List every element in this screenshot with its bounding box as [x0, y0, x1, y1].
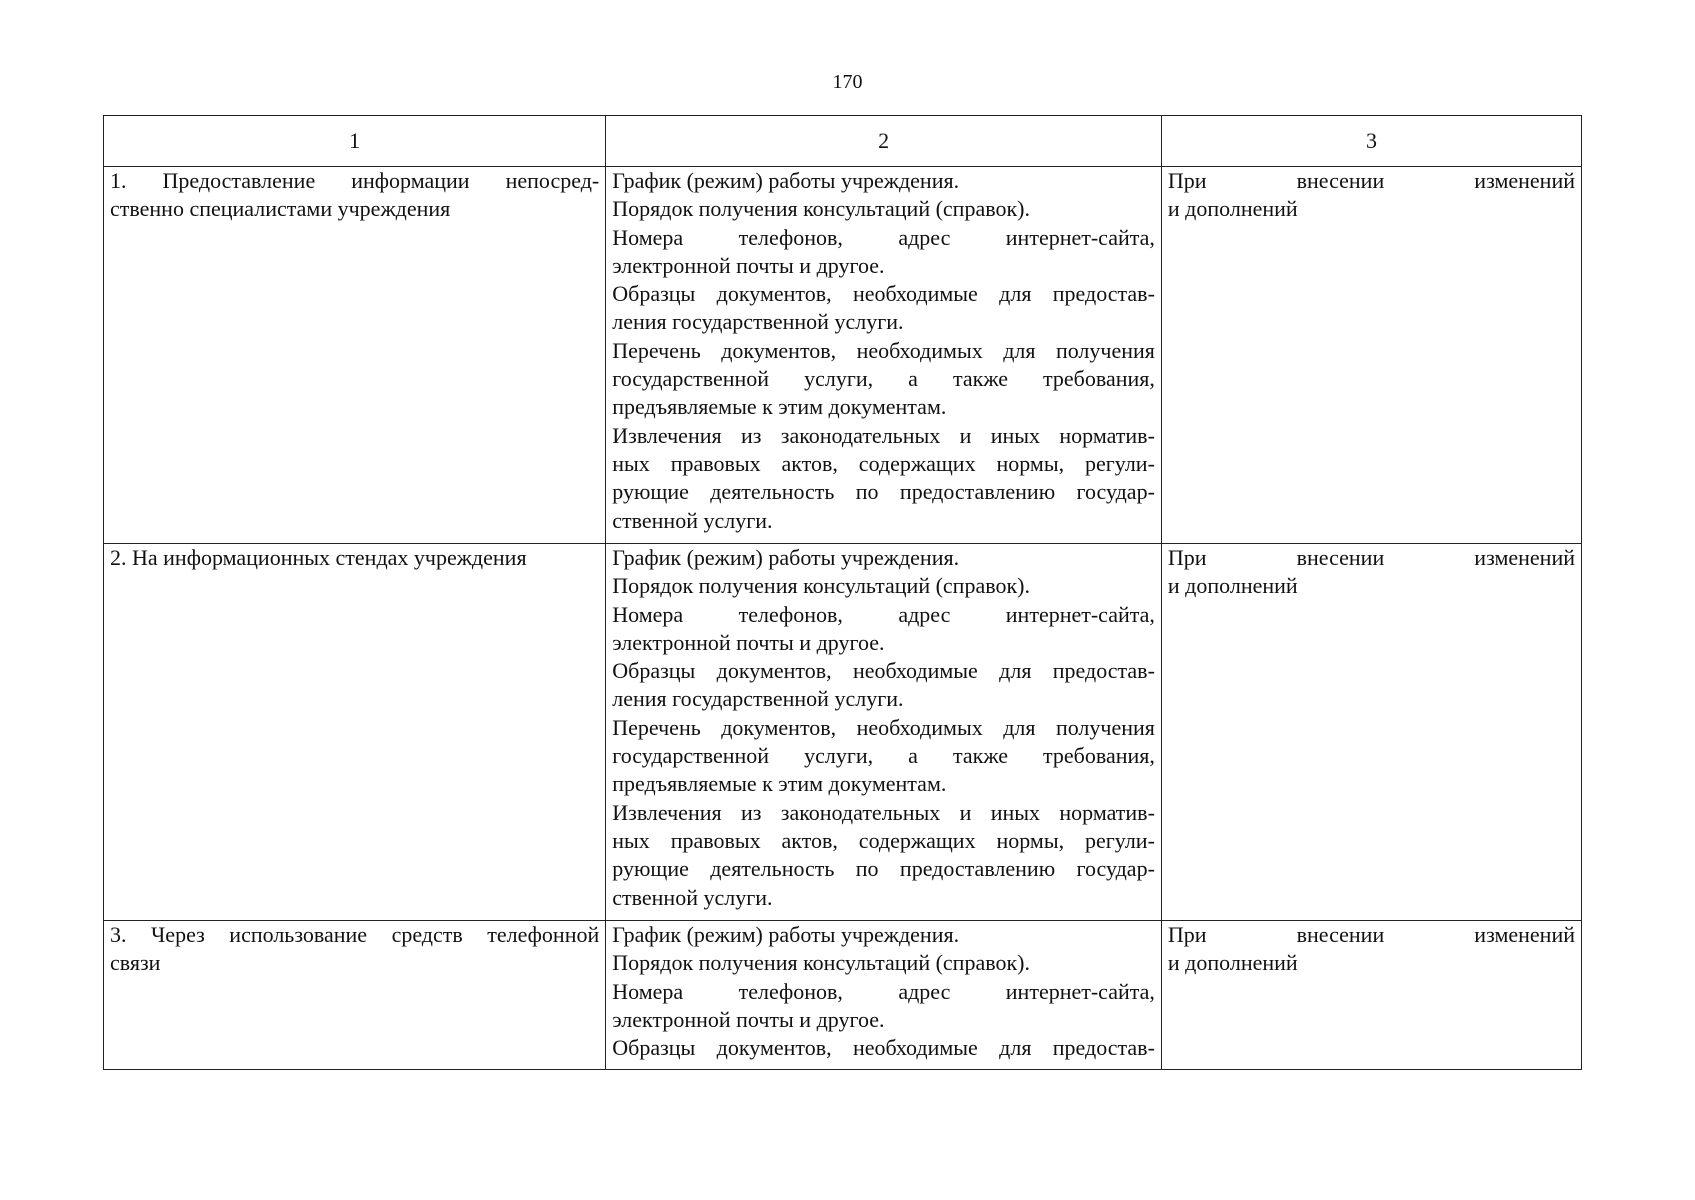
cell-line: Перечень документов, необходимых для получения	[612, 337, 1155, 363]
cell-line: предъявляемые к этим документам.	[612, 394, 947, 420]
cell-content	[606, 921, 1162, 1070]
cell-line: ления государственной услуги.	[612, 686, 904, 712]
cell-line: Номера телефонов, адрес интернет-сайта,	[612, 978, 1155, 1004]
cell-line: 2. На информационных стендах учреждения	[110, 545, 527, 570]
cell-line: При внесении изменений	[1167, 922, 1575, 947]
cell-line: График (режим) работы учреждения.	[612, 922, 960, 947]
page-number: 170	[832, 71, 863, 93]
cell-line: График (режим) работы учреждения.	[612, 545, 960, 570]
cell-line: Порядок получения консультаций (справок).	[612, 950, 1030, 976]
cell-method	[104, 921, 606, 1070]
table-row	[104, 544, 1582, 921]
table-row	[104, 167, 1582, 544]
cell-line: При внесении изменений	[1167, 168, 1575, 193]
cell-line: Порядок получения консультаций (справок).	[612, 196, 1030, 222]
cell-frequency	[1161, 544, 1581, 921]
cell-line: предъявляемые к этим документам.	[612, 771, 947, 797]
cell-line: электронной почты и другое.	[612, 252, 885, 278]
cell-line: ных правовых актов, содержащих нормы, регули-	[612, 827, 1155, 853]
cell-line: рующие деятельность по предоставлению государ-	[612, 856, 1155, 882]
cell-line: ления государственной услуги.	[612, 309, 904, 335]
cell-line: рующие деятельность по предоставлению государ-	[612, 479, 1155, 505]
cell-line: Образцы документов, необходимые для предостав-	[612, 1035, 1155, 1061]
cell-line: электронной почты и другое.	[612, 1006, 885, 1032]
cell-line: Извлечения из законодательных и иных норматив-	[612, 422, 1155, 448]
cell-line: ных правовых актов, содержащих нормы, регули-	[612, 450, 1155, 476]
header-col-3: 3	[1161, 116, 1581, 167]
cell-method	[104, 167, 606, 544]
cell-line: Номера телефонов, адрес интернет-сайта,	[612, 601, 1155, 627]
cell-frequency	[1161, 921, 1581, 1070]
cell-line: Образцы документов, необходимые для предостав-	[612, 658, 1155, 684]
cell-line: 1. Предоставление информации непосред-	[110, 168, 600, 193]
header-col-2: 2	[606, 116, 1162, 167]
cell-line: и дополнений	[1167, 950, 1298, 976]
cell-line: государственной услуги, а также требования,	[612, 366, 1155, 392]
cell-line: ственной услуги.	[612, 507, 773, 533]
cell-line: Извлечения из законодательных и иных норматив-	[612, 799, 1155, 825]
cell-line: ственно специалистами учреждения	[110, 196, 451, 222]
cell-line: Перечень документов, необходимых для получения	[612, 714, 1155, 740]
cell-line: 3. Через использование средств телефонной	[110, 922, 600, 947]
cell-line: При внесении изменений	[1167, 545, 1575, 570]
cell-method	[104, 544, 606, 921]
cell-frequency	[1161, 167, 1581, 544]
cell-line: График (режим) работы учреждения.	[612, 168, 960, 193]
cell-line: государственной услуги, а также требования,	[612, 743, 1155, 769]
cell-line: Номера телефонов, адрес интернет-сайта,	[612, 224, 1155, 250]
table-row	[104, 921, 1582, 1070]
cell-line: и дополнений	[1167, 573, 1298, 599]
cell-line: электронной почты и другое.	[612, 629, 885, 655]
header-col-1: 1	[104, 116, 606, 167]
cell-content	[606, 544, 1162, 921]
cell-line: Образцы документов, необходимые для предостав-	[612, 281, 1155, 307]
cell-line: и дополнений	[1167, 196, 1298, 222]
cell-line: ственной услуги.	[612, 884, 773, 910]
info-table	[103, 115, 1582, 1070]
cell-line: Порядок получения консультаций (справок).	[612, 573, 1030, 599]
table-header-row	[104, 116, 1582, 167]
cell-content	[606, 167, 1162, 544]
cell-line: связи	[110, 950, 161, 976]
